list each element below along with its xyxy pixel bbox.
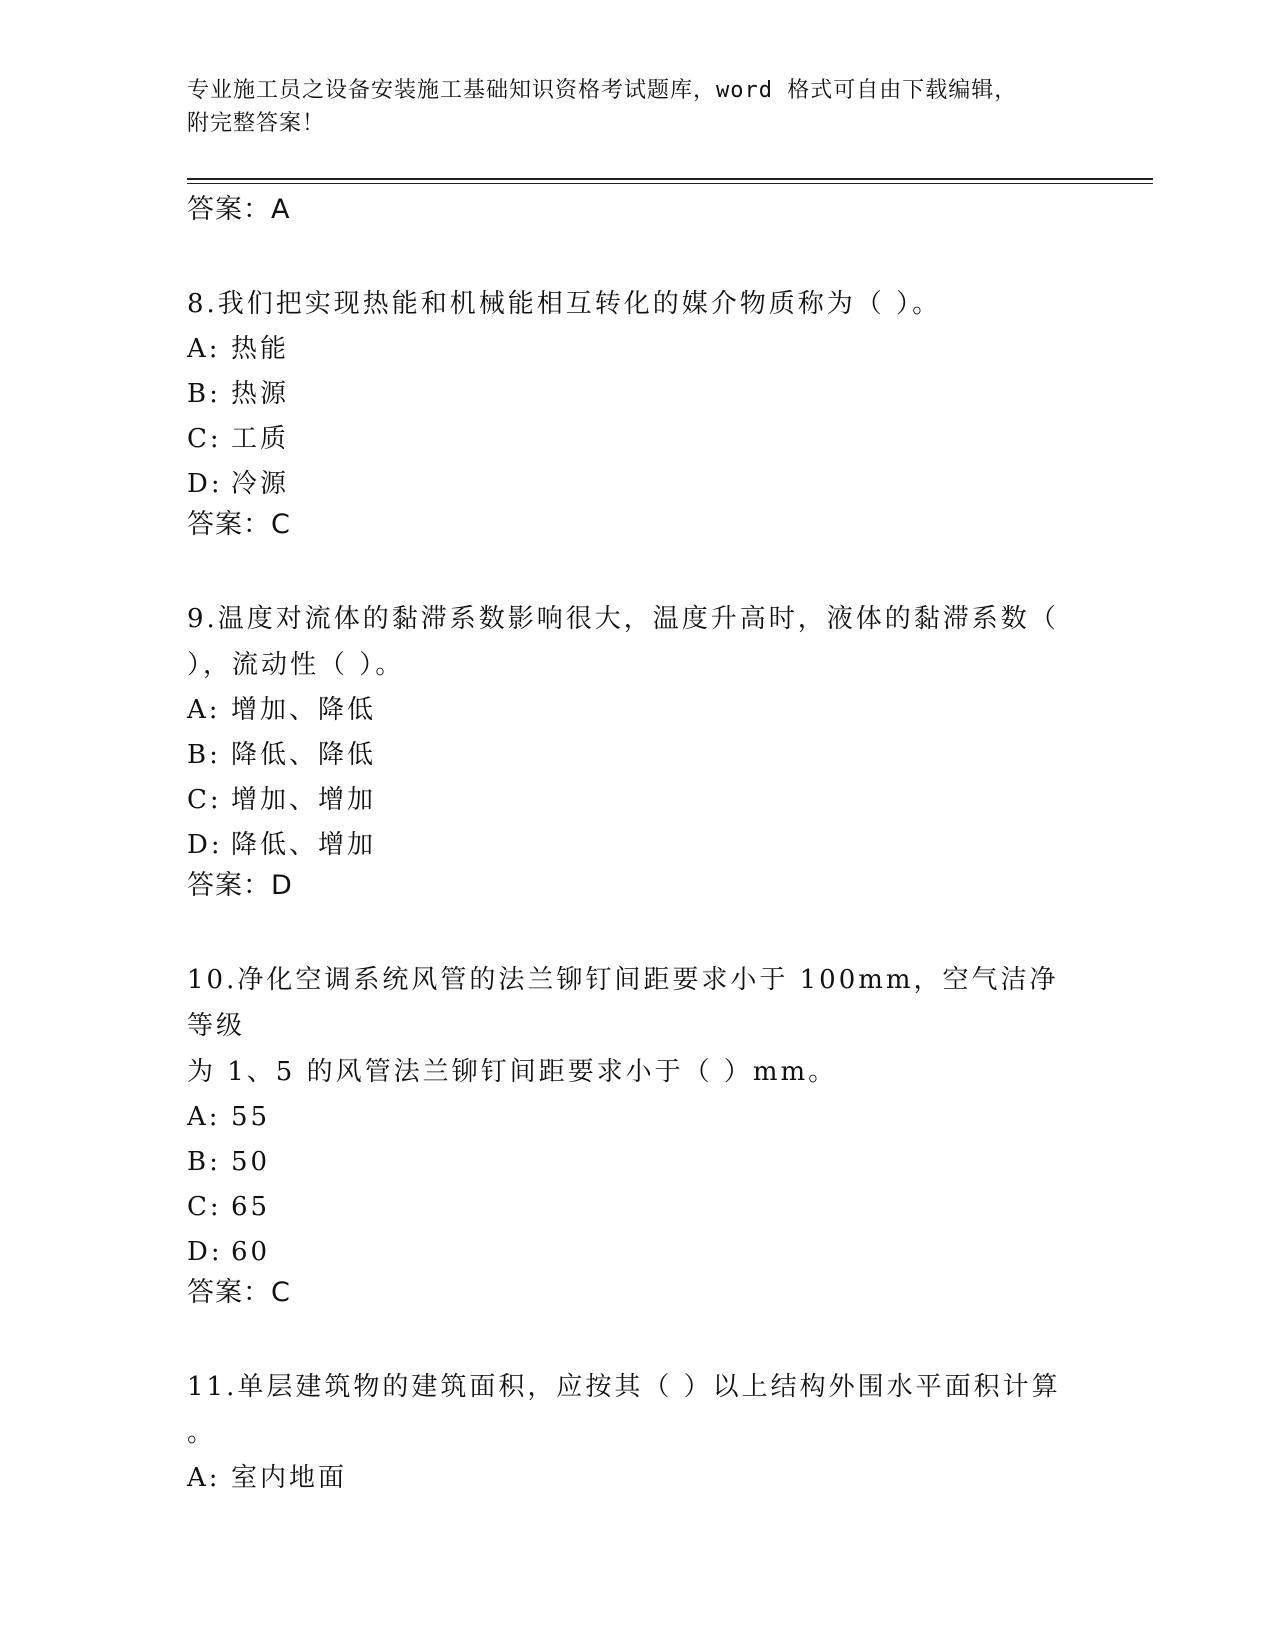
option-text: 降低、增加 (231, 830, 377, 860)
option-text: 冷源 (231, 469, 290, 499)
question-10-option-b (187, 1140, 1087, 1185)
option-text: 60 (231, 1237, 271, 1267)
option-letter: D: (187, 469, 223, 499)
option-letter: A: (187, 1463, 221, 1493)
option-letter: A: (187, 1102, 221, 1132)
header-divider (187, 178, 1153, 180)
option-letter: C: (187, 785, 222, 815)
spacer (187, 543, 1087, 596)
question-8-text: 8.我们把实现热能和机械能相互转化的媒介物质称为（ ）。 (187, 289, 942, 319)
option-text: 65 (231, 1192, 271, 1222)
question-8-option-d (187, 462, 1087, 507)
question-8-option-c (187, 417, 1087, 462)
question-9-text-line-2: ），流动性（ ）。 (187, 650, 405, 680)
question-9 (187, 596, 1087, 904)
spacer (187, 228, 1087, 281)
question-9-option-d (187, 823, 1087, 868)
document-header (187, 74, 1067, 140)
question-9-answer: 答案：D (187, 870, 293, 901)
option-text: 增加、降低 (231, 695, 377, 725)
option-text: 55 (231, 1102, 271, 1132)
option-letter: B: (187, 740, 221, 770)
question-11-text-line-2: 。 (187, 1418, 217, 1448)
option-text: 增加、增加 (231, 785, 377, 815)
option-text: 室内地面 (231, 1463, 348, 1493)
option-letter: C: (187, 424, 222, 454)
spacer (187, 1311, 1087, 1364)
option-letter: B: (187, 379, 221, 409)
question-8 (187, 281, 1087, 543)
header-divider-thin (187, 183, 1153, 184)
option-text: 工质 (231, 424, 290, 454)
header-line-1: 专业施工员之设备安装施工基础知识资格考试题库，word 格式可自由下载编辑， (187, 78, 1018, 103)
question-10-option-a (187, 1095, 1087, 1140)
question-8-answer: 答案：C (187, 509, 291, 540)
option-text: 热源 (231, 379, 290, 409)
option-letter: D: (187, 830, 223, 860)
question-10-answer: 答案：C (187, 1277, 291, 1308)
option-text: 热能 (231, 334, 290, 364)
option-letter: A: (187, 695, 221, 725)
question-10 (187, 957, 1087, 1311)
option-letter: B: (187, 1147, 221, 1177)
spacer (187, 904, 1087, 957)
question-11-text-line-1: 11.单层建筑物的建筑面积，应按其（ ）以上结构外围水平面积计算 (187, 1372, 1061, 1402)
question-10-option-c (187, 1185, 1087, 1230)
question-content (187, 192, 1087, 1501)
option-letter: D: (187, 1237, 223, 1267)
option-text: 降低、降低 (231, 740, 377, 770)
question-8-option-a (187, 327, 1087, 372)
question-9-option-a (187, 688, 1087, 733)
question-11 (187, 1364, 1087, 1501)
question-9-text-line-1: 9.温度对流体的黏滞系数影响很大，温度升高时，液体的黏滞系数（ (187, 604, 1059, 634)
option-letter: A: (187, 334, 221, 364)
answer-previous: 答案：A (187, 194, 291, 225)
question-10-option-d (187, 1230, 1087, 1275)
question-8-option-b (187, 372, 1087, 417)
option-letter: C: (187, 1192, 222, 1222)
option-text: 50 (231, 1147, 271, 1177)
question-11-option-a (187, 1456, 1087, 1501)
question-9-option-c (187, 778, 1087, 823)
question-10-text-line-2: 为 1、5 的风管法兰铆钉间距要求小于（ ）mm。 (187, 1057, 838, 1087)
question-9-option-b (187, 733, 1087, 778)
header-line-2: 附完整答案！ (187, 111, 326, 136)
question-10-text-line-1: 10.净化空调系统风管的法兰铆钉间距要求小于 100mm，空气洁净等级 (187, 965, 1059, 1041)
